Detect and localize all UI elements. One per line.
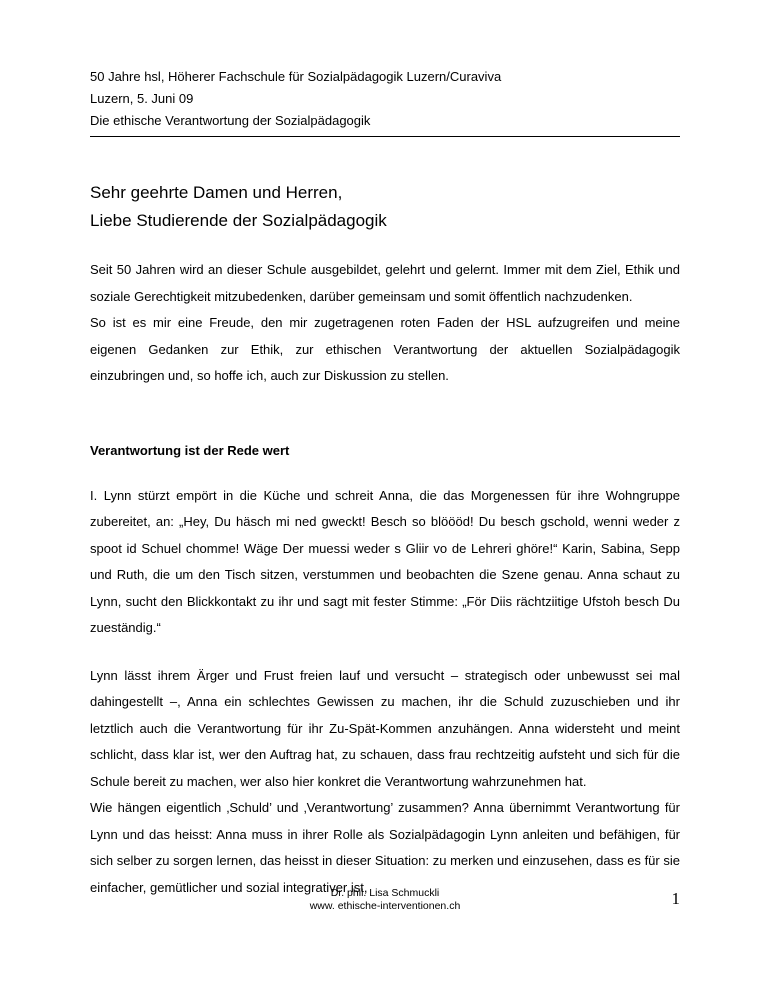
footer-website: www. ethische-interventionen.ch <box>309 900 461 912</box>
document-page <box>90 60 680 994</box>
footer-author: Dr. phil. Lisa Schmuckli <box>330 887 440 899</box>
document-header <box>90 60 680 137</box>
salutation-line-1: Sehr geehrte Damen und Herren, <box>90 183 343 202</box>
section-paragraph-1: I. Lynn stürzt empört in die Küche und schreit Anna, die das Morgenessen für ihre Wohngruppe zubereitet, an: „Hey, Du häsch mi ned gweckt! Besch so blöööd! Du besch gschold, wenni weder z spoot id Schuel chomme! Wäge Der muessi weder s Gliir vo de Lehreri ghöre!“ Karin, Sabina, Sepp und Ruth, die um den Tisch sitzen, verstummen und beobachten die Szene genau. Anna schaut zu Lynn, sucht den Blickkontakt zu ihr und sagt mit fester Stimme: „För Diis rächtziitige Ufstoh besch Du zueständig.“ <box>90 487 680 635</box>
intro-paragraph-1: Seit 50 Jahren wird an dieser Schule ausgebildet, gelehrt und gelernt. Immer mit dem Ziel, Ethik und soziale Gerechtigkeit mitzubedenken, darüber gemeinsam und somit öffentlich nachzudenken. <box>90 262 680 304</box>
section-paragraph-3: Wie hängen eigentlich ‚Schuld’ und ‚Verantwortung’ zusammen? Anna übernimmt Verantwortung für Lynn und das heisst: Anna muss in ihrer Rolle als Sozialpädagogin Lynn anleiten und befähigen, für sich selber zu sorgen lernen, das heisst in dieser Situation: zu merken und einzusehen, dass es für sie einfacher, gemütlicher und sozial integrativer ist, <box>90 800 680 895</box>
header-topic: Die ethische Verantwortung der Sozialpädagogik <box>90 113 371 128</box>
section-heading: Verantwortung ist der Rede wert <box>90 442 290 458</box>
header-date: Luzern, 5. Juni 09 <box>90 91 194 106</box>
section-paragraph-2: Lynn lässt ihrem Ärger und Frust freien lauf und versucht – strategisch oder unbewusst sei mal dahingestellt –, Anna ein schlechtes Gewissen zu machen, ihr die Schuld zuzuschieben und ihr letztlich auch die Verantwortung für ihr Zu-Spät-Kommen anzuhängen. Anna widersteht und meint schlicht, dass klar ist, wer den Auftrag hat, zu schauen, dass frau rechtzeitig aufsteht und sich für die Schule bereit zu machen, wer also hier konkret die Verantwortung wahrzunehmen hat. <box>90 667 680 789</box>
document-footer <box>90 887 680 913</box>
intro-paragraph-2: So ist es mir eine Freude, den mir zugetragenen roten Faden der HSL aufzugreifen und meine eigenen Gedanken zur Ethik, zur ethischen Verantwortung der aktuellen Sozialpädagogik einzubringen und, so hoffe ich, auch zur Diskussion zu stellen. <box>90 315 680 383</box>
salutation-line-2: Liebe Studierende der Sozialpädagogik <box>90 211 387 230</box>
header-event-title: 50 Jahre hsl, Höherer Fachschule für Sozialpädagogik Luzern/Curaviva <box>90 69 502 84</box>
page-number: 1 <box>671 889 680 908</box>
salutation <box>90 179 680 235</box>
